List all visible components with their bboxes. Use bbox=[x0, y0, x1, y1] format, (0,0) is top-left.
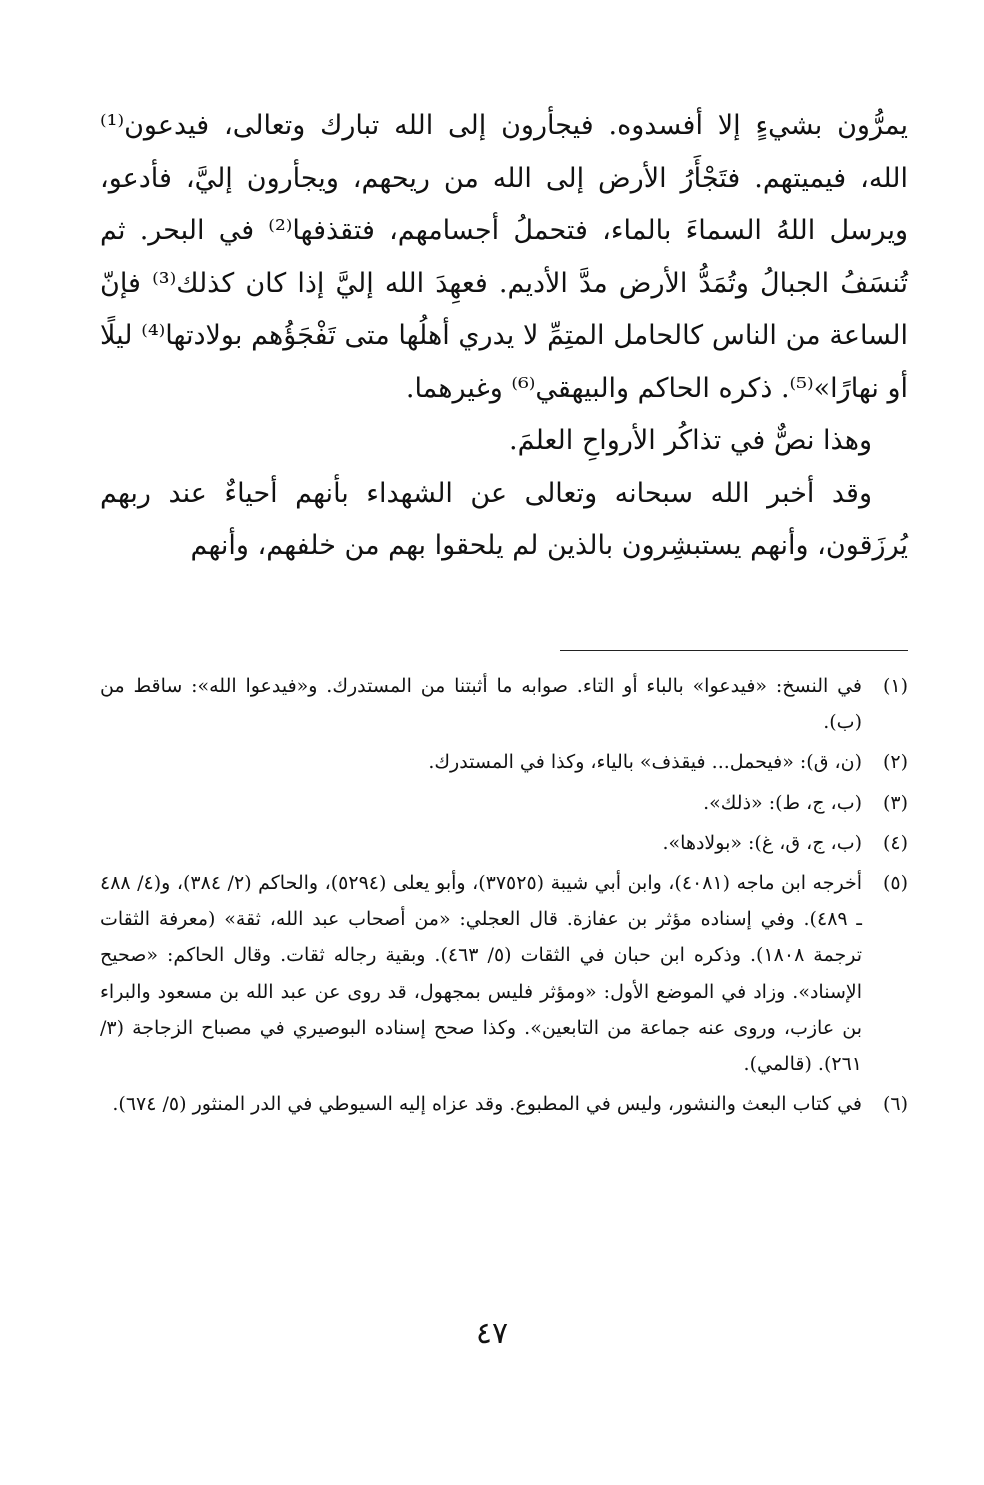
footnote-number: (٤) bbox=[882, 831, 908, 854]
footnote-text: في كتاب البعث والنشور، وليس في المطبوع. وقد عزاه إليه السيوطي في الدر المنثور (٥/ ٦٧٤). bbox=[112, 1093, 862, 1116]
footnote-number: (٥) bbox=[882, 872, 908, 895]
footnote bbox=[100, 825, 908, 861]
footnote bbox=[100, 865, 908, 1082]
footnote-text: في النسخ: «فيدعوا» بالباء أو التاء. صوابه ما أثبتنا من المستدرك. و«فيدعوا الله»: ساقط من (ب). bbox=[100, 675, 862, 734]
footnote-number: (٢) bbox=[882, 751, 908, 774]
footnote-text: (ب، ج، ط): «ذلك». bbox=[703, 791, 862, 814]
footnote-number: (٦) bbox=[882, 1093, 908, 1116]
body-paragraph: وهذا نصٌّ في تذاكُر الأرواحِ العلمَ. bbox=[509, 425, 872, 456]
body-paragraph: يمرُّون بشيءٍ إلا أفسدوه. فيجأرون إلى الله تبارك وتعالى، فيدعون⁽¹⁾ الله، فيميتهم. فتَجْأَرُ الأرض إلى الله من ريحهم، ويجأرون إليَّ، فأدعو، ويرسل اللهُ السماءَ بالماء، فتحملُ أجسامهم، فتقذفها⁽²⁾ في البحر. ثم تُنسَفُ الجبالُ وتُمَدُّ الأرض مدَّ الأديم. فعهِدَ الله إليَّ إذا كان كذلك⁽³⁾ فإنّ الساعة من الناس كالحامل المتِمِّ لا يدري أهلُها متى تَفْجَؤُهم بولادتها⁽⁴⁾ ليلًا أو نهارًا»⁽⁵⁾. ذكره الحاكم والبيهقي⁽⁶⁾ وغيرهما. bbox=[100, 110, 909, 404]
footnote bbox=[100, 668, 908, 740]
footnote-number: (٣) bbox=[882, 791, 908, 814]
footnote-text: (ن، ق): «فيحمل... فيقذف» بالياء، وكذا في المستدرك. bbox=[428, 751, 862, 774]
page-number: ٤٧ bbox=[475, 1316, 509, 1351]
footnote bbox=[100, 1086, 908, 1122]
body-paragraph: وقد أخبر الله سبحانه وتعالى عن الشهداء بأنهم أحياءٌ عند ربهم يُرزَقون، وأنهم يستبشِرون بالذين لم يلحقوا بهم من خلفهم، وأنهم bbox=[100, 477, 908, 561]
footnote-separator bbox=[560, 650, 908, 651]
footnote-text: (ب، ج، ق، غ): «بولادها». bbox=[662, 831, 862, 854]
footnote-number: (١) bbox=[882, 675, 908, 697]
footnote bbox=[100, 785, 908, 821]
footnotes bbox=[100, 668, 908, 1126]
footnote-text: أخرجه ابن ماجه (٤٠٨١)، وابن أبي شيبة (٣٧٥٢٥)، وأبو يعلى (٥٢٩٤)، والحاكم (٢/ ٣٨٤)، و(٤/ ٤٨٨ ـ ٤٨٩). وفي إسناده مؤثر بن عفازة. قال العجلي: «من أصحاب عبد الله، ثقة» (معرفة الثقات ترجمة ١٨٠٨). وذكره ابن حبان في الثقات (٥/ ٤٦٣). وبقية رجاله ثقات. وقال الحاكم: «صحيح الإسناد». وزاد في الموضع الأول: «ومؤثر فليس بمجهول، قد روى عن عبد الله بن مسعود والبراء بن عازب، وروى عنه جماعة من التابعين». وكذا صحح إسناده البوصيري في مصباح الزجاجة (٣/ ٢٦١). (قالمي). bbox=[100, 872, 862, 1076]
main-text bbox=[100, 100, 908, 573]
footnote bbox=[100, 744, 908, 780]
